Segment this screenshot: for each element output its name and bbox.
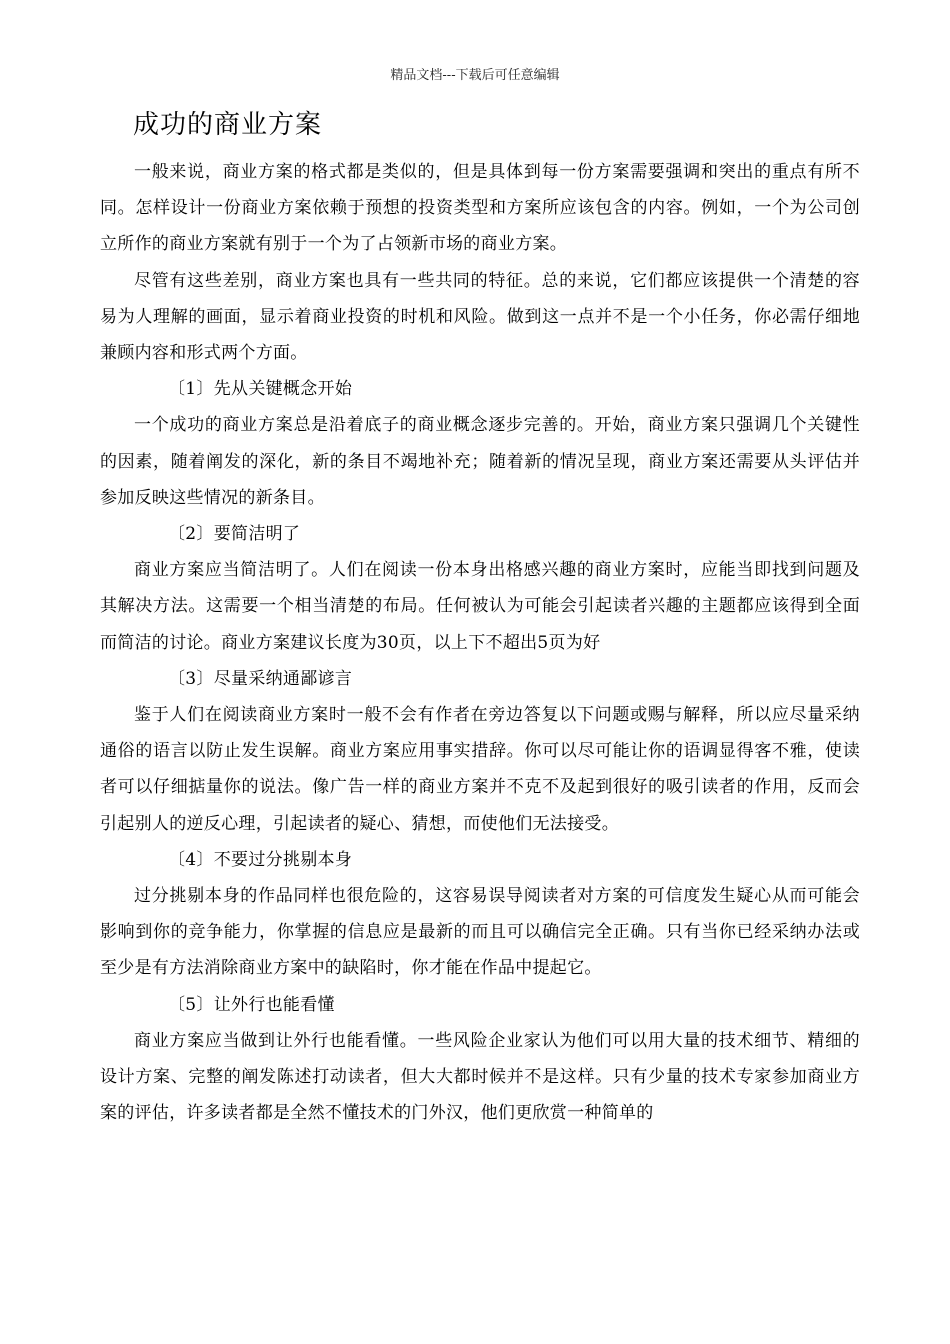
paragraph-key-concepts: 一个成功的商业方案总是沿着底子的商业概念逐步完善的。开始，商业方案只强调几个关键性的因素，随着阐发的深化，新的条目不竭地补充；随着新的情况呈现，商业方案还需要从头评估并参加反映这些情况的新条目。 — [100, 415, 860, 508]
paragraph-plain-language: 鉴于人们在阅读商业方案时一般不会有作者在旁边答复以下问题或赐与解释，所以应尽量采纳通俗的语言以防止发生误解。商业方案应用事实措辞。你可以尽可能让你的语调显得客不雅，使读者可以仔细掂量你的说法。像广告一样的商业方案并不克不及起到很好的吸引读者的作用，反而会引起别人的逆反心理，引起读者的疑心、猜想，而使他们无法接受。 — [100, 705, 860, 834]
document-body — [100, 104, 860, 1131]
paragraph-concise: 商业方案应当简洁明了。人们在阅读一份本身出格感兴趣的商业方案时，应能当即找到问题及其解决方法。这需要一个相当清楚的布局。任何被认为可能会引起读者兴趣的主题都应该得到全面而简洁的讨论。商业方案建议长度为30页，以上下不超出5页为好 — [100, 560, 860, 653]
section-heading-1: 〔1〕先从关键概念开始 — [168, 379, 353, 400]
section-heading-3: 〔3〕尽量采纳通鄙谚言 — [168, 668, 353, 689]
paragraph-common-features: 尽管有这些差别，商业方案也具有一些共同的特征。总的来说，它们都应该提供一个清楚的容易为人理解的画面，显示着商业投资的时机和风险。做到这一点并不是一个小任务，你必需仔细地兼顾内容和形式两个方面。 — [100, 270, 860, 364]
page-header-note: 精品文档---下载后可任意编辑 — [390, 68, 560, 83]
section-heading-4: 〔4〕不要过分挑剔本身 — [168, 849, 353, 870]
document-title: 成功的商业方案 — [133, 110, 323, 140]
document-content — [100, 154, 860, 1131]
paragraph-intro: 一般来说，商业方案的格式都是类似的，但是具体到每一份方案需要强调和突出的重点有所不同。怎样设计一份商业方案依赖于预想的投资类型和方案所应该包含的内容。例如，一个为公司创立所作的商业方案就有别于一个为了占领新市场的商业方案。 — [100, 162, 860, 255]
section-heading-2: 〔2〕要简洁明了 — [168, 524, 301, 545]
paragraph-self-criticism: 过分挑剔本身的作品同样也很危险的，这容易误导阅读者对方案的可信度发生疑心从而可能会影响到你的竞争能力，你掌握的信息应是最新的而且可以确信完全正确。只有当你已经采纳办法或至少是有方法消除商业方案中的缺陷时，你才能在作品中提起它。 — [100, 886, 860, 979]
section-heading-5: 〔5〕让外行也能看懂 — [168, 994, 335, 1015]
paragraph-layman: 商业方案应当做到让外行也能看懂。一些风险企业家认为他们可以用大量的技术细节、精细的设计方案、完整的阐发陈述打动读者，但大大都时候并不是这样。只有少量的技术专家参加商业方案的评估，许多读者都是全然不懂技术的门外汉，他们更欣赏一种简单的 — [100, 1030, 860, 1124]
